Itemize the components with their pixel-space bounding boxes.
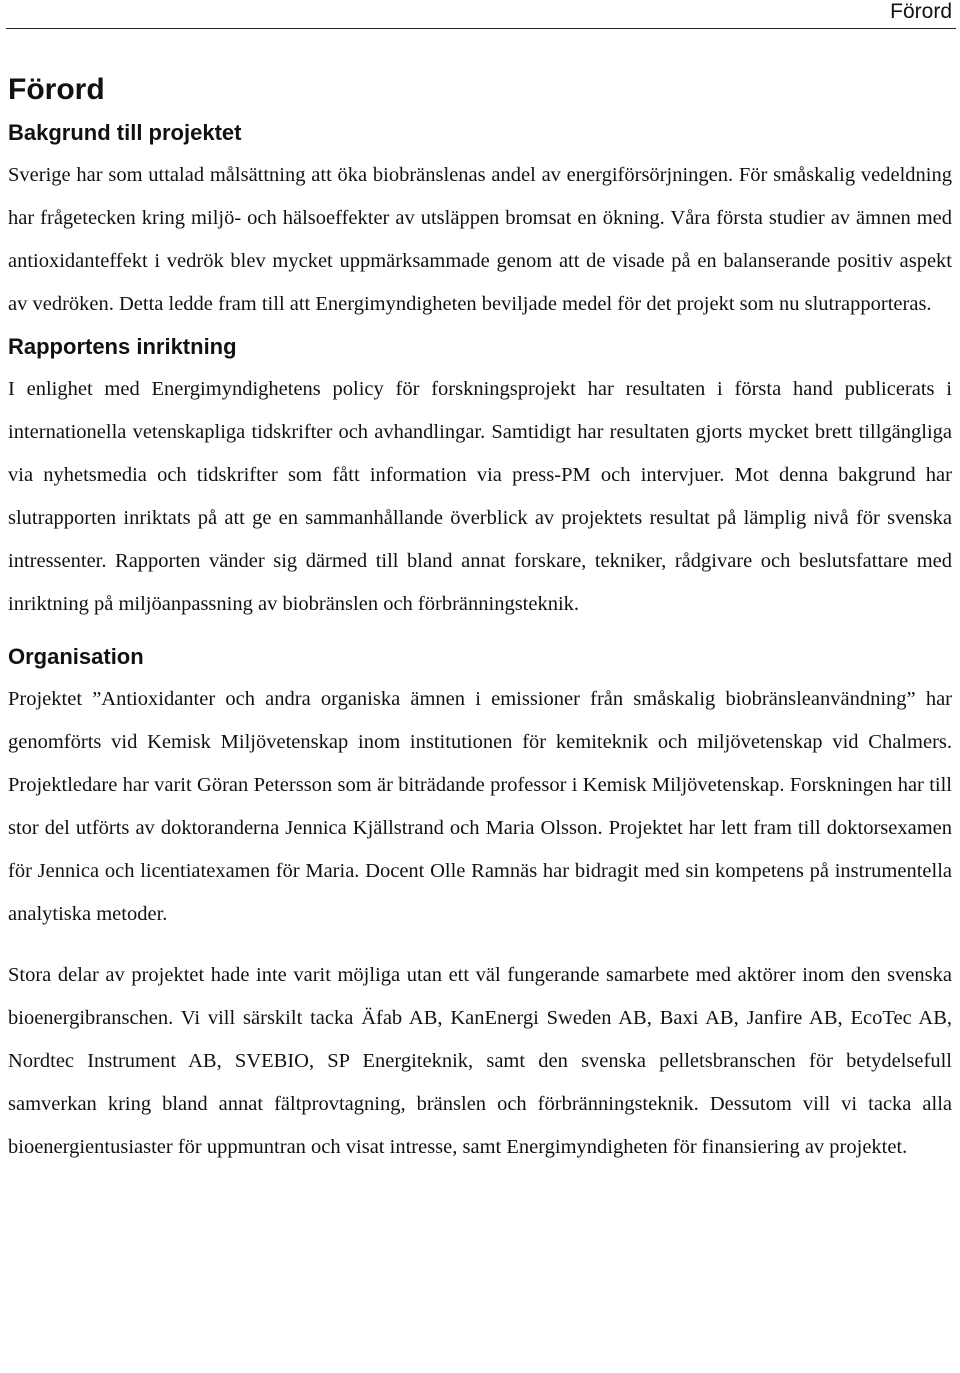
section-heading-organisation: Organisation bbox=[8, 644, 144, 669]
paragraph-organisation-1: Projektet ”Antioxidanter och andra organiska ämnen i emissioner från småskalig biobränsleanvändning” har genomförts vid Kemisk Miljövetenskap inom institutionen för kemiteknik och miljövetenskap vid Chalmers. Projektledare har varit Göran Petersson som är biträdande professor i Kemisk Miljövetenskap. Forskningen har till stor del utförts av doktoranderna Jennica Kjällstrand och Maria Olsson. Projektet har lett fram till doktorsexamen för Jennica och licentiatexamen för Maria. Docent Olle Ramnäs har bidragit med sin kompetens på instrumentella analytiska metoder. bbox=[8, 688, 952, 925]
section-heading-bakgrund: Bakgrund till projektet bbox=[8, 120, 242, 145]
paragraph-bakgrund: Sverige har som uttalad målsättning att öka biobränslenas andel av energiförsörjningen. För småskalig vedeldning har frågetecken kring miljö- och hälsoeffekter av utsläppen bromsat en ökning. Våra första studier av ämnen med antioxidanteffekt i vedrök blev mycket uppmärksammade genom att de visade på en balanserande positiv aspekt av vedröken. Detta ledde fram till att Energimyndigheten beviljade medel för det projekt som nu slutrapporteras. bbox=[8, 164, 952, 315]
paragraph-rapportens-inriktning: I enlighet med Energimyndighetens policy för forskningsprojekt har resultaten i första hand publicerats i internationella vetenskapliga tidskrifter och avhandlingar. Samtidigt har resultaten gjorts mycket brett tillgängliga via nyhetsmedia och tidskrifter som fått information via press-PM och intervjuer. Mot denna bakgrund har slutrapporten inriktats på att ge en sammanhållande överblick av projektets resultat på lämplig nivå för svenska intressenter. Rapporten vänder sig därmed till bland annat forskare, tekniker, rådgivare och beslutsfattare med inriktning på miljöanpassning av biobränslen och förbränningsteknik. bbox=[8, 378, 952, 615]
section-rapportens-inriktning bbox=[8, 332, 952, 626]
section-organisation bbox=[8, 642, 952, 1169]
running-header-title: Förord bbox=[890, 0, 952, 23]
header-rule bbox=[6, 28, 956, 29]
running-header bbox=[0, 0, 960, 30]
page-title: Förord bbox=[8, 73, 105, 106]
section-heading-rapportens-inriktning: Rapportens inriktning bbox=[8, 334, 237, 359]
document-body bbox=[8, 70, 952, 1169]
section-bakgrund bbox=[8, 118, 952, 326]
paragraph-organisation-2: Stora delar av projektet hade inte varit möjliga utan ett väl fungerande samarbete med aktörer inom den svenska bioenergibranschen. Vi vill särskilt tacka Äfab AB, KanEnergi Sweden AB, Baxi AB, Janfire AB, EcoTec AB, Nordtec Instrument AB, SVEBIO, SP Energiteknik, samt den svenska pelletsbranschen för betydelsefull samverkan kring bland annat fältprovtagning, bränslen och förbränningsteknik. Dessutom vill vi tacka alla bioenergientusiaster för uppmuntran och visat intresse, samt Energimyndigheten för finansiering av projektet. bbox=[8, 964, 952, 1158]
